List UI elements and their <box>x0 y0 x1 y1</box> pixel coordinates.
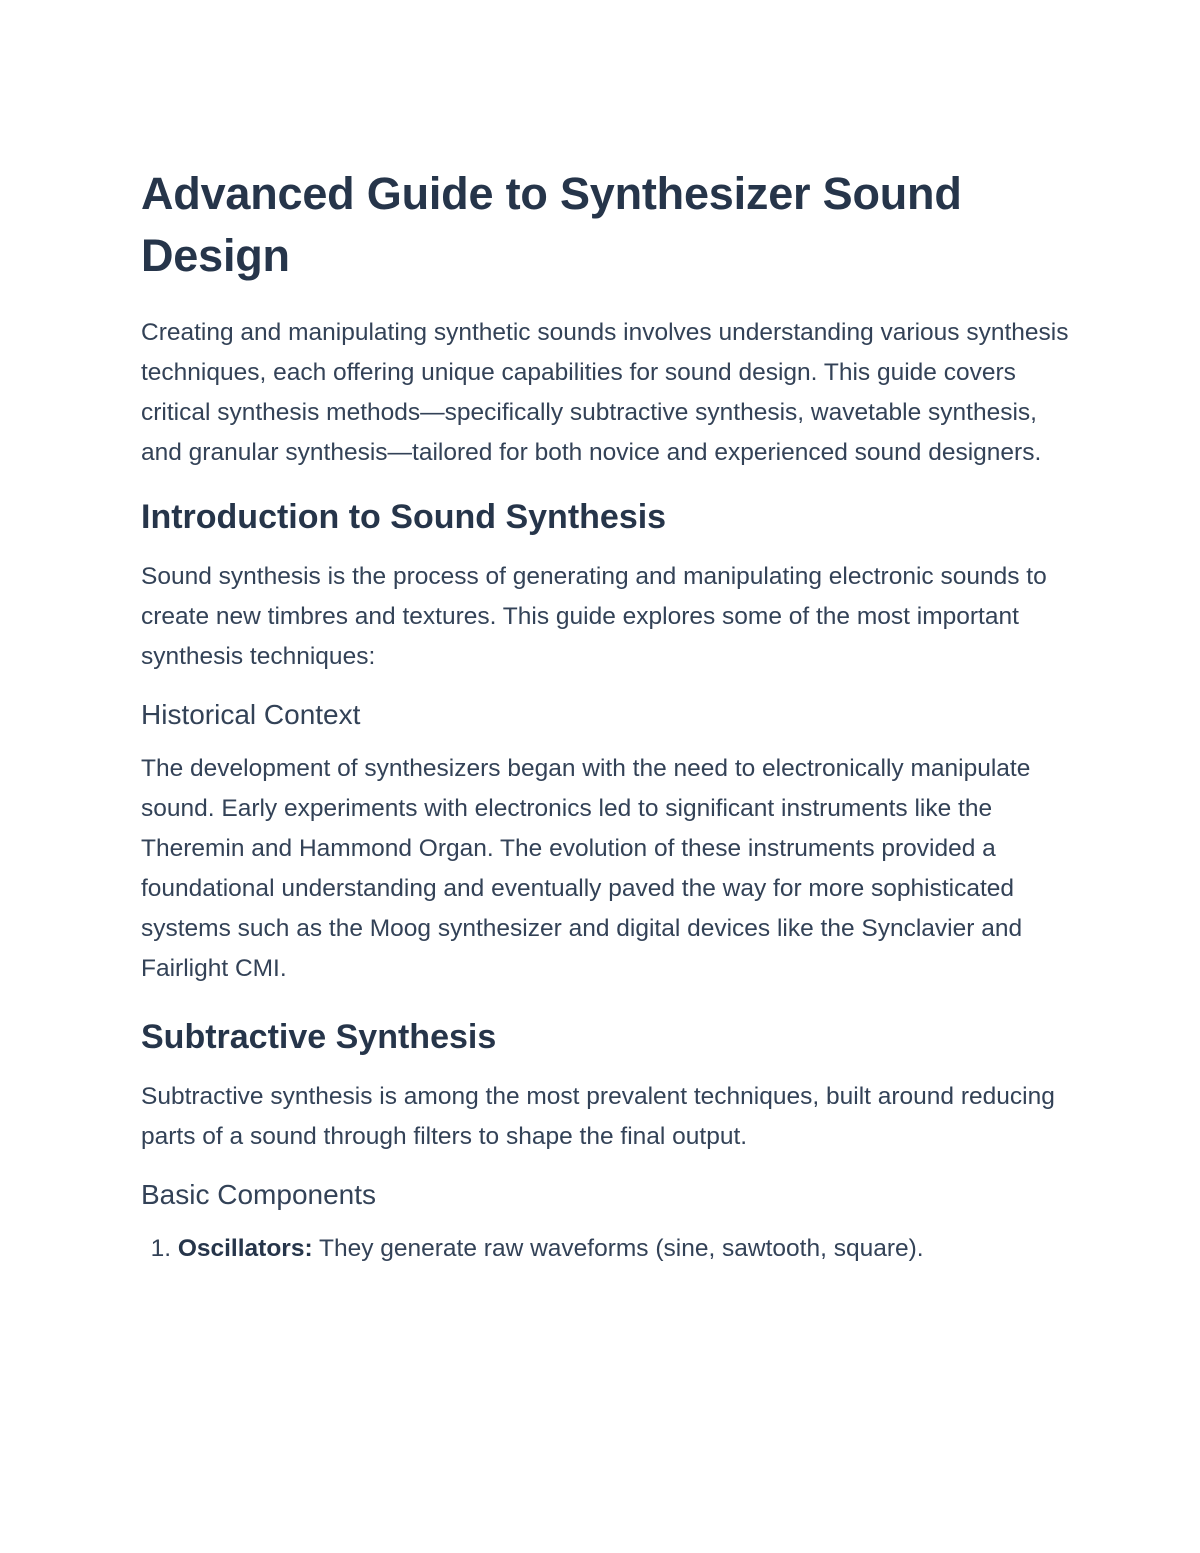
subsection-heading-basic-components: Basic Components <box>141 1179 377 1210</box>
subsection-heading-historical-context: Historical Context <box>141 699 361 730</box>
intro-paragraph: Creating and manipulating synthetic sounds involves understanding various synthesis techniques, each offering unique capabilities for sound design. This guide covers critical synthesis methods—specifically subtractive synthesis, wavetable synthesis, and granular synthesis—tailored for both novice and experienced sound designers. <box>141 319 1069 466</box>
document-title: Advanced Guide to Synthesizer Sound Design <box>141 168 962 281</box>
components-list <box>141 1229 1071 1269</box>
subsection-paragraph-historical-context: The development of synthesizers began with the need to electronically manipulate sound. Early experiments with electronics led to significant instruments like the Theremin and Hammond Organ. The evolution of these instruments provided a foundational understanding and eventually paved the way for more sophisticated systems such as the Moog synthesizer and digital devices like the Synclavier and Fairlight CMI. <box>141 755 1031 982</box>
section-heading-introduction: Introduction to Sound Synthesis <box>141 498 667 536</box>
section-paragraph-introduction: Sound synthesis is the process of generating and manipulating electronic sounds to create new timbres and textures. This guide explores some of the most important synthesis techniques: <box>141 563 1047 670</box>
document-page <box>141 163 1071 1269</box>
section-heading-subtractive-synthesis: Subtractive Synthesis <box>141 1018 497 1056</box>
list-item-text: They generate raw waveforms (sine, sawtooth, square). <box>319 1235 924 1262</box>
list-item <box>141 1229 1071 1269</box>
section-paragraph-subtractive-synthesis: Subtractive synthesis is among the most prevalent techniques, built around reducing parts of a sound through filters to shape the final output. <box>141 1083 1055 1150</box>
list-item-term: Oscillators: <box>177 1235 313 1262</box>
list-item-number: 1. <box>150 1235 171 1262</box>
